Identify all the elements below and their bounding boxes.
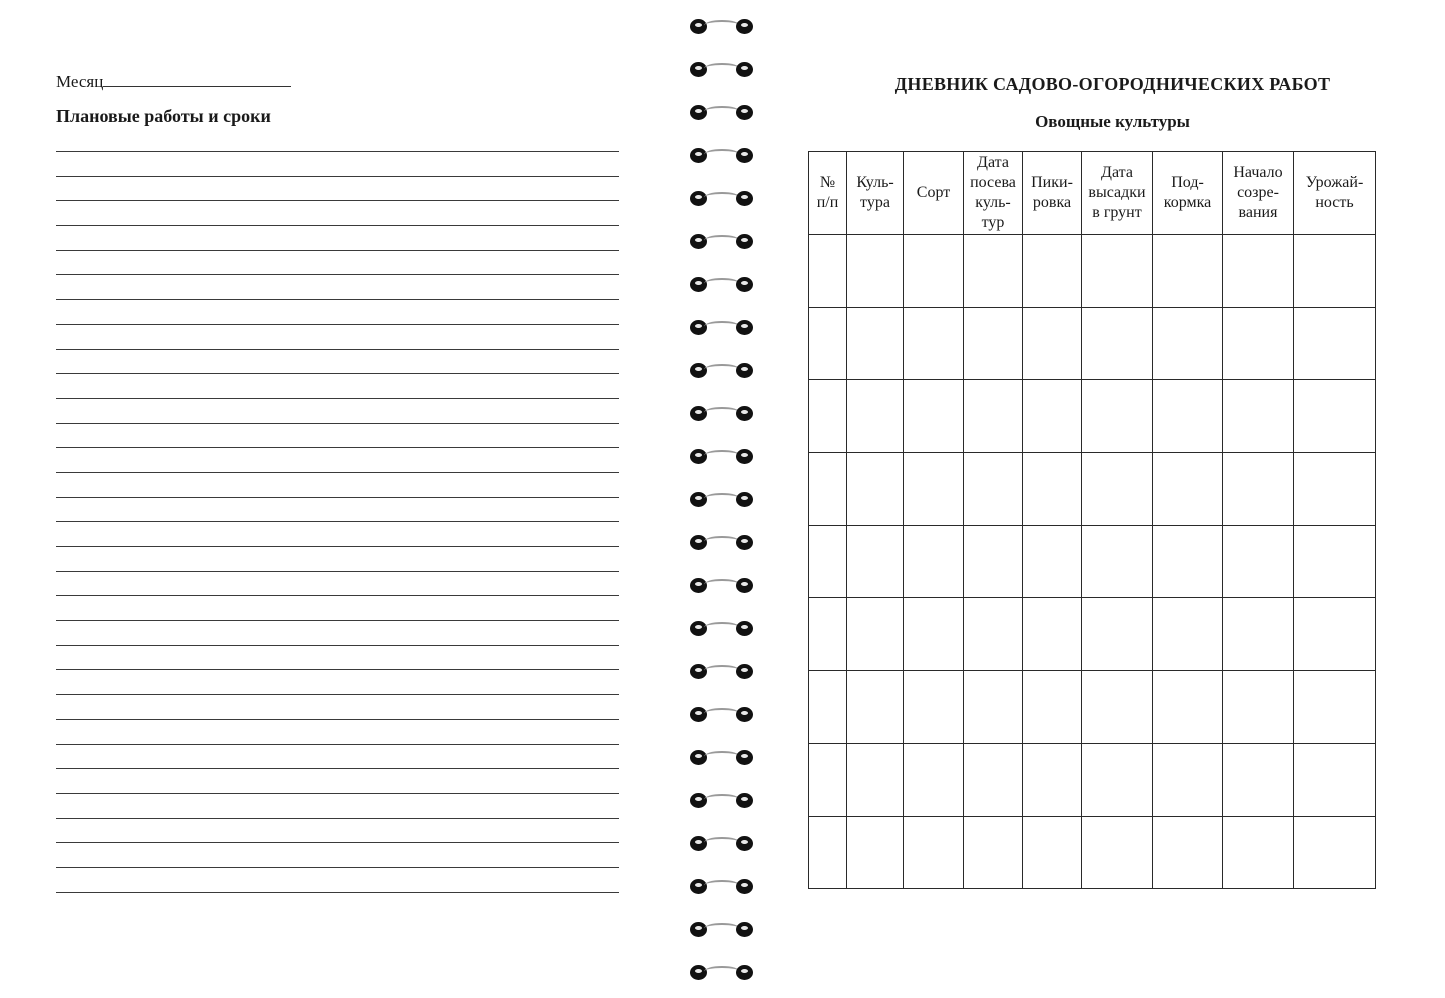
table-cell[interactable] [1023,453,1082,526]
table-body [809,235,1376,889]
table-cell[interactable] [904,671,964,744]
table-cell[interactable] [964,743,1023,816]
table-cell[interactable] [904,453,964,526]
table-cell[interactable] [847,307,904,380]
binding-ring [684,575,764,595]
ruled-line[interactable] [56,620,619,645]
diary-subtitle: Овощные культуры [1035,112,1190,131]
binding-wire [704,579,740,590]
table-cell[interactable] [1153,598,1223,671]
column-header: Под- кормка [1153,152,1223,235]
table-cell[interactable] [847,816,904,889]
table-row [809,235,1376,308]
binding-ring [684,274,764,294]
planned-works-title: Плановые работы и сроки [56,106,271,126]
table-cell[interactable] [1153,816,1223,889]
binding-wire [704,665,740,676]
month-blank-line[interactable] [103,70,291,87]
binding-hole [736,191,753,206]
binding-ring [684,446,764,466]
table-cell[interactable] [964,235,1023,308]
table-cell[interactable] [904,525,964,598]
column-header: Дата посева куль- тур [964,152,1023,235]
binding-ring [684,102,764,122]
table-cell[interactable] [904,380,964,453]
ruled-line[interactable] [56,842,619,867]
binding-hole [736,363,753,378]
binding-hole [736,578,753,593]
binding-ring [684,489,764,509]
binding-ring [684,403,764,423]
ruled-line[interactable] [56,521,619,546]
binding-ring [684,16,764,36]
table-cell[interactable] [904,816,964,889]
binding-wire [704,63,740,74]
binding-wire [704,622,740,633]
ruled-line[interactable] [56,274,619,299]
table-cell[interactable] [1294,671,1376,744]
binding-hole [736,234,753,249]
table-cell[interactable] [964,307,1023,380]
binding-wire [704,192,740,203]
binding-wire [704,364,740,375]
binding-ring [684,188,764,208]
table-cell[interactable] [809,307,847,380]
table-cell[interactable] [1023,380,1082,453]
table-row [809,671,1376,744]
table-cell[interactable] [809,743,847,816]
binding-hole [736,492,753,507]
table-cell[interactable] [1082,671,1153,744]
binding-wire [704,708,740,719]
table-cell[interactable] [1223,380,1294,453]
table-cell[interactable] [1294,743,1376,816]
table-cell[interactable] [1223,525,1294,598]
ruled-line[interactable] [56,373,619,398]
binding-hole [736,148,753,163]
table-cell[interactable] [1294,598,1376,671]
table-cell[interactable] [1153,380,1223,453]
ruled-line[interactable] [56,645,619,670]
table-cell[interactable] [1223,235,1294,308]
table-cell[interactable] [809,598,847,671]
month-label: Месяц [56,72,104,91]
table-cell[interactable] [1023,307,1082,380]
binding-ring [684,532,764,552]
column-header: Дата высадки в грунт [1082,152,1153,235]
table-row [809,525,1376,598]
table-cell[interactable] [809,671,847,744]
table-cell[interactable] [809,380,847,453]
ruled-line[interactable] [56,818,619,843]
table-cell[interactable] [809,816,847,889]
ruled-line[interactable] [56,398,619,423]
table-cell[interactable] [847,743,904,816]
table-cell[interactable] [964,380,1023,453]
ruled-line[interactable] [56,472,619,497]
table-cell[interactable] [847,671,904,744]
table-cell[interactable] [1223,743,1294,816]
binding-wire [704,235,740,246]
ruled-line[interactable] [56,447,619,472]
table-cell[interactable] [1153,307,1223,380]
ruled-line[interactable] [56,669,619,694]
table-cell[interactable] [1223,307,1294,380]
table-cell[interactable] [1223,816,1294,889]
table-cell[interactable] [1294,525,1376,598]
table-cell[interactable] [1082,307,1153,380]
table-cell[interactable] [904,598,964,671]
table-cell[interactable] [1082,598,1153,671]
ruled-line[interactable] [56,176,619,201]
binding-wire [704,407,740,418]
binding-hole [736,750,753,765]
binding-wire [704,278,740,289]
table-cell[interactable] [847,235,904,308]
table-cell[interactable] [964,816,1023,889]
binding-wire [704,923,740,934]
binding-hole [736,836,753,851]
table-cell[interactable] [964,525,1023,598]
ruled-line[interactable] [56,225,619,250]
binding-hole [736,449,753,464]
table-cell[interactable] [809,525,847,598]
table-row [809,816,1376,889]
binding-wire [704,20,740,31]
table-cell[interactable] [1223,453,1294,526]
binding-wire [704,149,740,160]
month-field [56,70,291,92]
column-header: Начало созре- вания [1223,152,1294,235]
table-cell[interactable] [1294,235,1376,308]
binding-wire [704,450,740,461]
ruled-line[interactable] [56,867,619,892]
column-header: Урожай- ность [1294,152,1376,235]
binding-hole [736,793,753,808]
table-cell[interactable] [904,235,964,308]
table-cell[interactable] [1153,671,1223,744]
binding-hole [736,406,753,421]
binding-ring [684,317,764,337]
binding-ring [684,962,764,982]
table-cell[interactable] [904,307,964,380]
table-cell[interactable] [1153,743,1223,816]
binding-wire [704,106,740,117]
table-cell[interactable] [1082,380,1153,453]
table-row [809,307,1376,380]
table-cell[interactable] [1023,235,1082,308]
binding-ring [684,231,764,251]
binding-hole [736,621,753,636]
column-header: Пики- ровка [1023,152,1082,235]
ruled-line[interactable] [56,546,619,571]
ruled-lines [56,151,619,916]
spiral-binding [684,0,764,998]
ruled-line[interactable] [56,151,619,176]
table-cell[interactable] [1023,743,1082,816]
vegetable-crops-table [808,151,1376,889]
column-header: Куль- тура [847,152,904,235]
binding-hole [736,922,753,937]
binding-hole [736,277,753,292]
ruled-line[interactable] [56,768,619,793]
binding-ring [684,59,764,79]
binding-hole [736,62,753,77]
table-cell[interactable] [1082,743,1153,816]
table-cell[interactable] [1082,453,1153,526]
ruled-line[interactable] [56,719,619,744]
ruled-line[interactable] [56,324,619,349]
table-row [809,380,1376,453]
binding-ring [684,876,764,896]
ruled-line[interactable] [56,423,619,448]
table-cell[interactable] [1153,525,1223,598]
binding-ring [684,919,764,939]
column-header: № п/п [809,152,847,235]
table-cell[interactable] [847,598,904,671]
table-cell[interactable] [904,743,964,816]
table-cell[interactable] [847,380,904,453]
table-cell[interactable] [1082,525,1153,598]
binding-hole [736,879,753,894]
binding-wire [704,880,740,891]
binding-hole [736,965,753,980]
binding-ring [684,704,764,724]
binding-hole [736,535,753,550]
ruled-line[interactable] [56,349,619,374]
ruled-line[interactable] [56,892,619,917]
table-cell[interactable] [1294,307,1376,380]
ruled-line[interactable] [56,497,619,522]
table-cell[interactable] [1294,380,1376,453]
binding-hole [736,105,753,120]
binding-ring [684,618,764,638]
binding-ring [684,661,764,681]
table-cell[interactable] [1082,816,1153,889]
table-row [809,743,1376,816]
ruled-line[interactable] [56,299,619,324]
table-cell[interactable] [809,453,847,526]
binding-wire [704,751,740,762]
table-cell[interactable] [1023,598,1082,671]
binding-wire [704,794,740,805]
ruled-line[interactable] [56,200,619,225]
ruled-line[interactable] [56,250,619,275]
table-cell[interactable] [964,598,1023,671]
diary-title: ДНЕВНИК САДОВО-ОГОРОДНИЧЕСКИХ РАБОТ [894,74,1331,94]
table-cell[interactable] [1294,816,1376,889]
table-cell[interactable] [1294,453,1376,526]
binding-ring [684,833,764,853]
binding-ring [684,145,764,165]
table-cell[interactable] [1223,671,1294,744]
binding-wire [704,536,740,547]
table-row [809,453,1376,526]
right-page [780,0,1445,998]
column-header: Сорт [904,152,964,235]
table-cell[interactable] [847,525,904,598]
table-cell[interactable] [1223,598,1294,671]
table-cell[interactable] [1082,235,1153,308]
ruled-line[interactable] [56,793,619,818]
table-cell[interactable] [847,453,904,526]
ruled-line[interactable] [56,595,619,620]
binding-wire [704,837,740,848]
table-cell[interactable] [1153,235,1223,308]
binding-ring [684,360,764,380]
ruled-line[interactable] [56,694,619,719]
binding-hole [736,707,753,722]
table-row [809,598,1376,671]
binding-hole [736,320,753,335]
table-cell[interactable] [809,235,847,308]
binding-ring [684,790,764,810]
table-cell[interactable] [1023,816,1082,889]
left-page [0,0,660,998]
binding-hole [736,664,753,679]
table-cell[interactable] [964,453,1023,526]
binding-hole [736,19,753,34]
table-cell[interactable] [1023,671,1082,744]
ruled-line[interactable] [56,744,619,769]
binding-ring [684,747,764,767]
table-cell[interactable] [1023,525,1082,598]
binding-wire [704,321,740,332]
table-cell[interactable] [1153,453,1223,526]
table-header-row [809,152,1376,235]
binding-wire [704,493,740,504]
table-cell[interactable] [964,671,1023,744]
ruled-line[interactable] [56,571,619,596]
binding-wire [704,966,740,977]
